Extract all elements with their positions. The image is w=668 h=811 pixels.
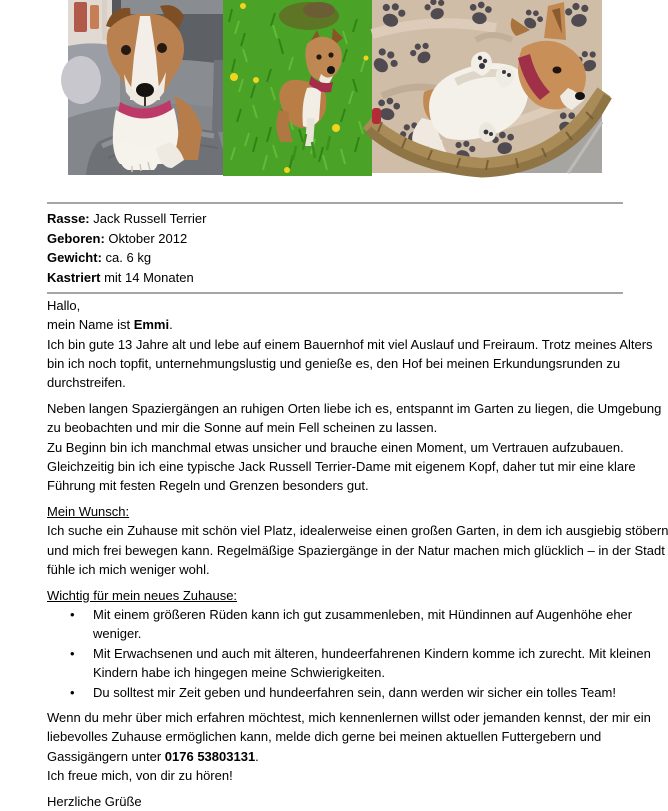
list-item: • Du solltest mir Zeit geben und hundeerfahren sein, dann werden wir sicher ein tolles Team! <box>47 683 623 702</box>
fact-label: Gewicht: <box>47 250 102 266</box>
dog-eye <box>553 67 562 74</box>
closing-paragraph: Wenn du mehr über mich erfahren möchtest, mich kennenlernen willst oder jemanden kennst, der mir ein liebevolles Zuhause ermöglichen kann, melde dich gerne bei meinen aktuellen Futtergebern und Gassigängern unter 0176 53803131. Ich freue mich, von dir zu hören! <box>47 708 623 786</box>
dog-in-basket-illustration <box>372 0 602 173</box>
photo-dog-in-grass <box>223 0 372 176</box>
dog-in-grass-illustration <box>223 0 372 176</box>
wish-section: Mein Wunsch: Ich suche ein Zuhause mit schön viel Platz, idealerweise einen großen Garten, in dem ich ausgiebig stöbern und mich frei bewegen kann. Regelmäßige Spaziergänge in der Natur machen mich glücklich – in der Stadt fühle ich mich weniger wohl. <box>47 503 668 578</box>
bullet-icon: • <box>70 645 75 661</box>
dog-eye-right <box>157 43 167 53</box>
dog-eye-right <box>328 52 333 57</box>
name-line: mein Name ist Emmi. <box>47 317 173 333</box>
fact-label: Geboren: <box>47 230 105 246</box>
photo-strip <box>0 0 664 176</box>
bullet-list <box>47 605 651 702</box>
fact-label: Rasse: <box>47 211 90 226</box>
dog-on-couch-illustration <box>68 0 223 175</box>
dog-eye-left <box>316 54 321 59</box>
about-paragraph: Neben langen Spaziergängen an ruhigen Orten liebe ich es, entspannt im Garten zu liegen, die Umgebung zu beobachten und mir die Sonne auf mein Fell scheinen zu lassen. Zu Beginn bin ich manchmal etwas unsicher und brauche einen Moment, um Vertrauen aufzubauen. Gleichzeitig bin ich eine typische Jack Russell Terrier-Dame mit eigenem Kopf, daher tut mir eine klare Führung mit festen Regeln und Grenzen besonders gut. <box>47 400 662 494</box>
important-section <box>47 586 651 702</box>
list-item: • Mit Erwachsenen und auch mit älteren, hundeerfahrenen Kindern komme ich zurecht. Mit kleinen Kindern habe ich hingegen meine Schwierigkeiten. <box>70 645 651 681</box>
fact-value: Oktober 2012 <box>104 230 188 246</box>
signoff: Herzliche Grüße <box>47 793 142 809</box>
dog-eye-left <box>121 45 131 55</box>
fact-value: mit 14 Monaten <box>100 270 194 286</box>
photo-dog-in-basket <box>372 0 602 173</box>
fact-value: Jack Russell Terrier <box>89 211 207 226</box>
wish-heading: Mein Wunsch: <box>47 503 130 519</box>
photo-dog-on-couch <box>68 0 223 175</box>
divider <box>47 202 623 204</box>
bullet-icon: • <box>70 684 75 700</box>
important-heading: Wichtig für mein neues Zuhause: <box>47 587 238 603</box>
fact-breed <box>47 209 623 229</box>
intro-paragraph: Hallo, mein Name ist Emmi. Ich bin gute 13 Jahre alt und lebe auf einem Bauernhof mit viel Auslauf und Freiraum. Trotz meines Alters bin ich noch topfit, unternehmungslustig und genieße es, den Hof bei meinen Erkundungsrunden zu durchstreifen. <box>47 297 653 391</box>
bullet-icon: • <box>70 606 75 622</box>
letter-text <box>47 296 668 811</box>
phone-number: 0176 53803131 <box>164 748 256 764</box>
divider <box>47 292 623 294</box>
dog-nose <box>575 92 585 100</box>
fact-weight <box>47 248 623 268</box>
pillow <box>61 56 101 104</box>
greeting: Hallo, <box>47 297 81 313</box>
fact-label: Kastriert <box>47 270 101 286</box>
reply-line: Ich freue mich, von dir zu hören! <box>47 768 233 784</box>
fact-born <box>47 229 623 249</box>
dog-name: Emmi <box>133 317 170 333</box>
phone-line: Gassigängern unter 0176 53803131. <box>47 748 259 764</box>
fact-neutered <box>47 268 623 288</box>
red-toy <box>372 108 381 124</box>
fact-value: ca. 6 kg <box>101 250 152 266</box>
document-body <box>47 202 668 811</box>
dog-nose <box>327 66 335 74</box>
facts-block <box>47 209 623 288</box>
dog-nose <box>136 83 154 97</box>
list-item: • Mit einem größeren Rüden kann ich gut zusammenleben, mit Hündinnen auf Augenhöhe eher weniger. <box>70 606 633 642</box>
